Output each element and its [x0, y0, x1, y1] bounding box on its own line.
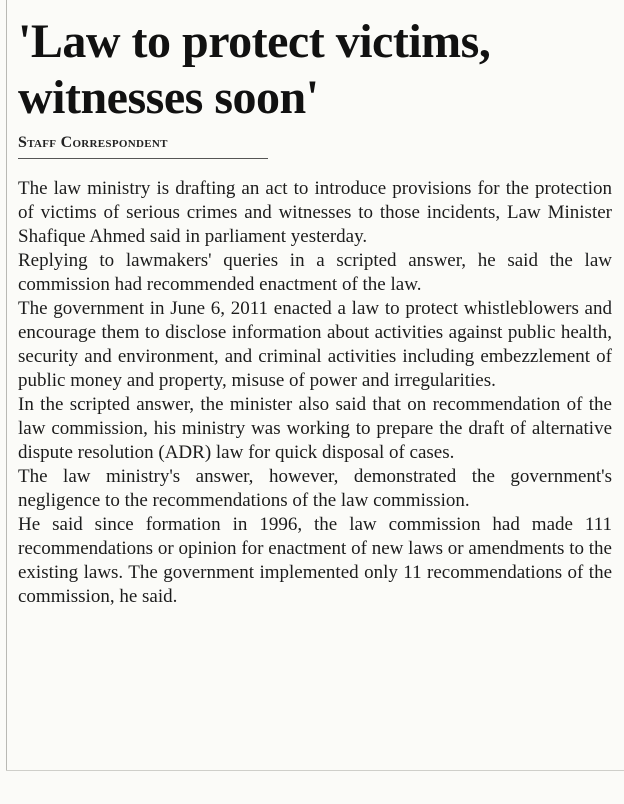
- column-divider: [6, 0, 7, 770]
- headline: 'Law to protect victims, witnesses soon': [18, 15, 491, 124]
- bottom-divider: [6, 770, 624, 771]
- paragraph: Replying to lawmakers' queries in a scripted answer, he said the law commission had recommended enactment of the law.: [18, 250, 612, 295]
- news-article: [18, 0, 612, 609]
- article-body: [18, 177, 612, 609]
- paragraph: The law ministry is drafting an act to introduce provisions for the protection of victims of serious crimes and witnesses to those incidents, Law Minister Shafique Ahmed said in parliament yesterday.: [18, 178, 612, 247]
- paragraph: In the scripted answer, the minister also said that on recommendation of the law commission, his ministry was working to prepare the draft of alternative dispute resolution (ADR) law for quick disposal of cases.: [18, 394, 612, 463]
- byline: Staff Correspondent: [18, 134, 168, 151]
- paragraph: He said since formation in 1996, the law commission had made 111 recommendations or opinion for enactment of new laws or amendments to the existing laws. The government implemented only 11 recommendations of the commission, he said.: [18, 514, 612, 607]
- paragraph: The government in June 6, 2011 enacted a law to protect whistleblowers and encourage them to disclose information about activities against public health, security and environment, and criminal activities including embezzlement of public money and property, misuse of power and irregularities.: [18, 298, 612, 391]
- byline-divider: [18, 158, 268, 159]
- paragraph: The law ministry's answer, however, demonstrated the government's negligence to the recommendations of the law commission.: [18, 466, 612, 511]
